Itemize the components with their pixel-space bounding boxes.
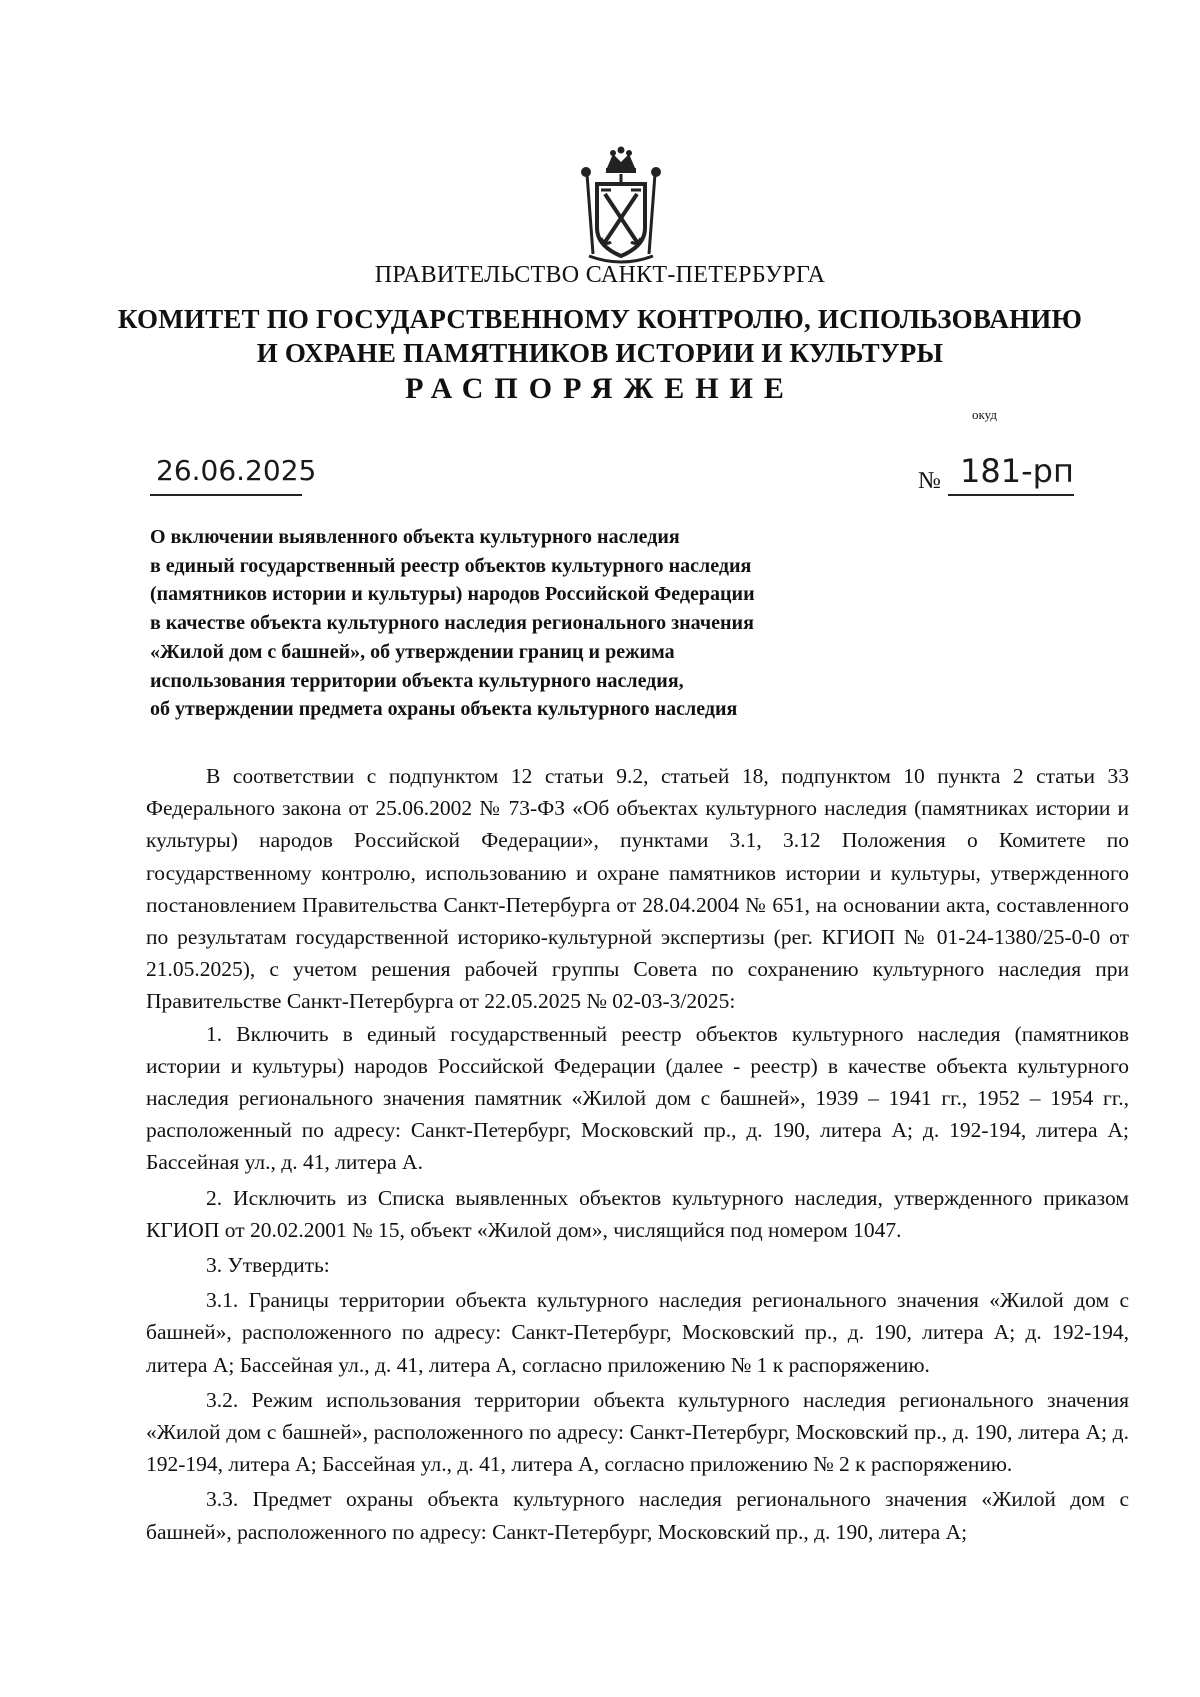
date-underline	[150, 494, 302, 496]
government-name: ПРАВИТЕЛЬСТВО САНКТ-ПЕТЕРБУРГА	[374, 262, 826, 288]
subject-line: «Жилой дом с башней», об утверждении границ и режима	[150, 640, 675, 663]
document-type-title: РАСПОРЯЖЕНИЕ	[405, 372, 795, 405]
document-body	[146, 760, 1129, 1548]
okud-label: окуд	[972, 407, 997, 422]
saint-petersburg-coat-of-arms-icon	[573, 146, 669, 266]
document-date: 26.06.2025	[156, 454, 317, 487]
subject-line: использования территории объекта культурного наследия,	[150, 669, 684, 692]
item-3-2-paragraph: 3.2. Режим использования территории объекта культурного наследия регионального значения «Жилой дом с башней», расположенного по адресу: Санкт-Петербург, Московский пр., д. 190, литера А; д. 192-194, литера А; Бассейная ул., д. 41, литера А, согласно приложению № 2 к распоряжению.	[146, 1387, 1129, 1477]
subject-line: об утверждении предмета охраны объекта культурного наследия	[150, 698, 738, 721]
preamble-paragraph: В соответствии с подпунктом 12 статьи 9.2, статьей 18, подпунктом 10 пункта 2 статьи 33 Федерального закона от 25.06.2002 № 73-ФЗ «Об объектах культурного наследия (памятниках истории и культуры) народов Российской Федерации», пунктами 3.1, 3.12 Положения о Комитете по государственному контролю, использованию и охране памятников истории и культуры, утвержденного постановлением Правительства Санкт-Петербурга от 28.04.2004 № 651, на основании акта, составленного по результатам государственной историко-культурной экспертизы (рег. КГИОП № 01-24-1380/25-0-0 от 21.05.2025), с учетом решения рабочей группы Совета по сохранению культурного наследия при Правительстве Санкт-Петербурга от 22.05.2025 № 02-03-3/2025:	[146, 764, 1129, 1014]
committee-name-line-1: КОМИТЕТ ПО ГОСУДАРСТВЕННОМУ КОНТРОЛЮ, ИСПОЛЬЗОВАНИЮ	[117, 304, 1083, 334]
committee-name-line-2: И ОХРАНЕ ПАМЯТНИКОВ ИСТОРИИ И КУЛЬТУРЫ	[256, 338, 944, 368]
number-sign: №	[918, 468, 941, 494]
subject-line: (памятников истории и культуры) народов Российской Федерации	[150, 583, 755, 606]
committee-name	[0, 302, 1200, 370]
document-subject	[150, 523, 910, 724]
item-3-1-paragraph: 3.1. Границы территории объекта культурного наследия регионального значения «Жилой дом с башней», расположенного по адресу: Санкт-Петербург, Московский пр., д. 190, литера А; д. 192-194, литера А; Бассейная ул., д. 41, литера А, согласно приложению № 1 к распоряжению.	[146, 1288, 1129, 1377]
item-3-paragraph: 3. Утвердить:	[206, 1253, 330, 1278]
subject-line: в качестве объекта культурного наследия регионального значения	[150, 612, 754, 635]
document-number: 181-рп	[960, 452, 1074, 490]
subject-line: в единый государственный реестр объектов культурного наследия	[150, 554, 752, 577]
item-1-paragraph: 1. Включить в единый государственный реестр объектов культурного наследия (памятников истории и культуры) народов Российской Федерации (далее - реестр) в качестве объекта культурного наследия регионального значения памятник «Жилой дом с башней», 1939 – 1941 гг., 1952 – 1954 гг., расположенный по адресу: Санкт-Петербург, Московский пр., д. 190, литера А; д. 192-194, литера А; Бассейная ул., д. 41, литера А.	[146, 1021, 1129, 1175]
subject-line: О включении выявленного объекта культурного наследия	[150, 526, 680, 548]
item-3-3-paragraph: 3.3. Предмет охраны объекта культурного наследия регионального значения «Жилой дом с башней», расположенного по адресу: Санкт-Петербург, Московский пр., д. 190, литера А;	[146, 1487, 1129, 1544]
item-2-paragraph: 2. Исключить из Списка выявленных объектов культурного наследия, утвержденного приказом КГИОП от 20.02.2001 № 15, объект «Жилой дом», числящийся под номером 1047.	[146, 1185, 1129, 1242]
number-underline	[948, 494, 1074, 496]
